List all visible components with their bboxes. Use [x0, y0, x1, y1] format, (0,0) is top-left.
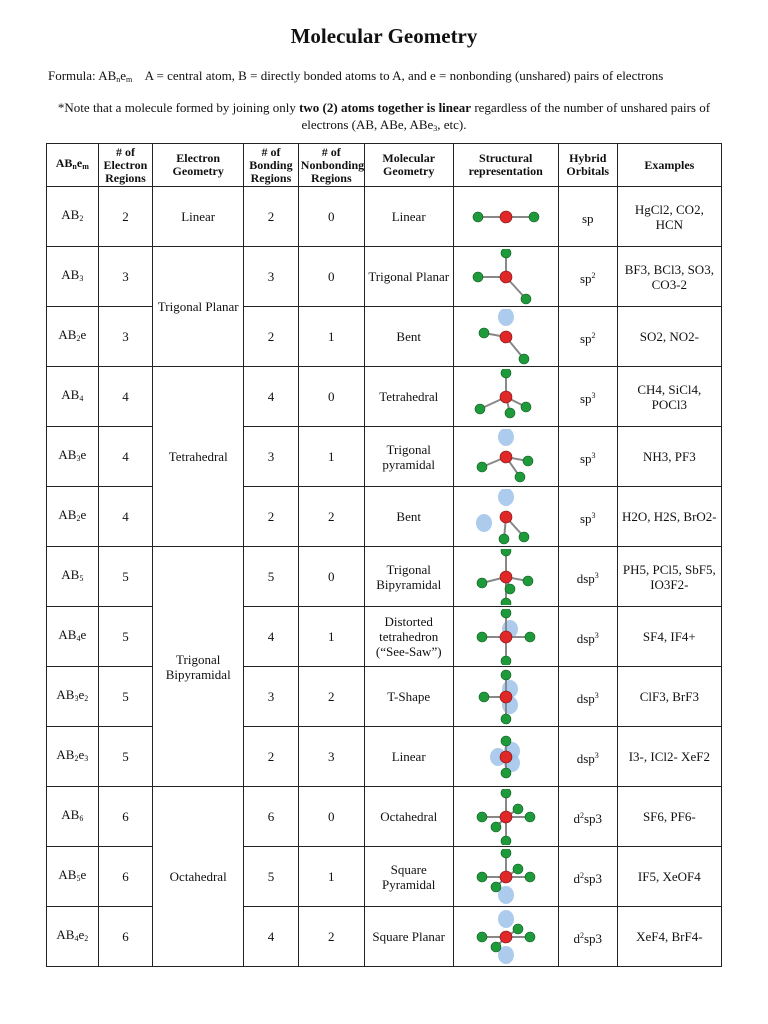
molecular-geometry-cell: Bent	[364, 487, 453, 547]
formula-cell: $AB_5$	[47, 547, 99, 607]
bonding-regions-cell: 4	[244, 907, 299, 967]
nonbonding-regions-cell: 2	[298, 487, 364, 547]
formula-cell: $AB_2e$	[47, 307, 99, 367]
formula-cell: $AB_3$	[47, 247, 99, 307]
bonding-regions-cell: 5	[244, 847, 299, 907]
examples-cell: XeF4, BrF4-	[617, 907, 721, 967]
bonded-atom	[491, 882, 501, 892]
electron-geometry-cell: Tetrahedral	[153, 367, 244, 547]
hybrid-cell: sp	[558, 187, 617, 247]
table-row	[47, 427, 722, 487]
molecule-structure-2	[466, 309, 546, 365]
table-row	[47, 787, 722, 847]
table-row	[47, 307, 722, 367]
bonding-regions-cell: 2	[244, 487, 299, 547]
bonded-atom	[529, 212, 539, 222]
table-row	[47, 727, 722, 787]
nonbonding-regions-cell: 1	[298, 307, 364, 367]
bonding-regions-cell: 4	[244, 607, 299, 667]
bonded-atom	[501, 849, 511, 858]
lone-pair	[498, 309, 514, 326]
table-row	[47, 367, 722, 427]
central-atom	[500, 331, 512, 343]
bonded-atom	[479, 692, 489, 702]
table-row	[47, 247, 722, 307]
molecular-geometry-cell: Bent	[364, 307, 453, 367]
molecular-geometry-cell: T-Shape	[364, 667, 453, 727]
bonding-regions-cell: 3	[244, 247, 299, 307]
formula-cell: $AB_3e_2$	[47, 667, 99, 727]
electron-regions-cell: 4	[98, 367, 153, 427]
table-row	[47, 667, 722, 727]
molecule-structure-12	[466, 909, 546, 965]
bonded-atom	[525, 812, 535, 822]
hybrid-cell: dsp$^3$	[558, 727, 617, 787]
examples-cell: PH5, PCl5, SbF5, IO3F2-	[617, 547, 721, 607]
bonded-atom	[521, 402, 531, 412]
bonding-regions-cell: 5	[244, 547, 299, 607]
bonded-atom	[477, 632, 487, 642]
molecular-geometry-cell: Square Planar	[364, 907, 453, 967]
molecule-structure-10	[466, 789, 546, 845]
bonding-regions-cell: 4	[244, 367, 299, 427]
electron-regions-cell: 2	[98, 187, 153, 247]
structural-cell	[453, 187, 558, 247]
structural-cell	[453, 487, 558, 547]
bonded-atom	[501, 789, 511, 798]
structural-cell	[453, 427, 558, 487]
formula-cell: $AB_4e$	[47, 607, 99, 667]
examples-cell: HgCl2, CO2, HCN	[617, 187, 721, 247]
central-atom	[500, 571, 512, 583]
central-atom	[500, 211, 512, 223]
formula-cell: $AB_4$	[47, 367, 99, 427]
bonding-regions-cell: 2	[244, 307, 299, 367]
structural-cell	[453, 907, 558, 967]
central-atom	[500, 271, 512, 283]
molecular-geometry-cell: Tetrahedral	[364, 367, 453, 427]
molecule-structure-6	[466, 549, 546, 605]
nonbonding-regions-cell: 1	[298, 847, 364, 907]
central-atom	[500, 691, 512, 703]
molecular-geometry-cell: Square Pyramidal	[364, 847, 453, 907]
hybrid-cell: $d^2sp3$	[558, 787, 617, 847]
bonded-atom	[501, 836, 511, 845]
electron-regions-cell: 3	[98, 307, 153, 367]
nonbonding-regions-cell: 1	[298, 427, 364, 487]
bonded-atom	[475, 404, 485, 414]
hybrid-cell: dsp$^3$	[558, 667, 617, 727]
electron-regions-cell: 5	[98, 727, 153, 787]
bonded-atom	[505, 584, 515, 594]
structural-cell	[453, 607, 558, 667]
header-bonding-regions: # of Bonding Regions	[244, 144, 299, 187]
bonded-atom	[473, 272, 483, 282]
bonded-atom	[513, 864, 523, 874]
bonded-atom	[477, 578, 487, 588]
bonded-atom	[505, 408, 515, 418]
bonded-atom	[501, 549, 511, 556]
central-atom	[500, 811, 512, 823]
bonded-atom	[491, 822, 501, 832]
examples-cell: H2O, H2S, BrO2-	[617, 487, 721, 547]
formula-cell: $AB_2$	[47, 187, 99, 247]
formula-cell: $AB_6$	[47, 787, 99, 847]
formula-cell: $AB_2e_3$	[47, 727, 99, 787]
bonded-atom	[525, 632, 535, 642]
formula-cell: $AB_4e_2$	[47, 907, 99, 967]
electron-regions-cell: 6	[98, 907, 153, 967]
molecule-structure-3	[466, 369, 546, 425]
molecular-geometry-cell: Linear	[364, 187, 453, 247]
formula-cell: $AB_2e$	[47, 487, 99, 547]
molecule-structure-9	[466, 729, 546, 785]
examples-cell: SF6, PF6-	[617, 787, 721, 847]
formula-cell: $AB_3e$	[47, 427, 99, 487]
bonded-atom	[501, 768, 511, 778]
hybrid-cell: dsp$^3$	[558, 547, 617, 607]
examples-cell: SO2, NO2-	[617, 307, 721, 367]
bonded-atom	[501, 714, 511, 724]
nonbonding-regions-cell: 1	[298, 607, 364, 667]
bonded-atom	[501, 598, 511, 605]
examples-cell: ClF3, BrF3	[617, 667, 721, 727]
hybrid-cell: $sp^3$	[558, 367, 617, 427]
examples-cell: NH3, PF3	[617, 427, 721, 487]
nonbonding-regions-cell: 0	[298, 787, 364, 847]
structural-cell	[453, 547, 558, 607]
molecule-structure-0	[466, 189, 546, 245]
bonded-atom	[525, 872, 535, 882]
bonded-atom	[513, 804, 523, 814]
nonbonding-regions-cell: 2	[298, 667, 364, 727]
header-structural: Structural representation	[453, 144, 558, 187]
lone-pair	[498, 429, 514, 446]
molecule-structure-11	[466, 849, 546, 905]
nonbonding-regions-cell: 0	[298, 187, 364, 247]
hybrid-cell: $d^2sp3$	[558, 847, 617, 907]
examples-cell: IF5, XeOF4	[617, 847, 721, 907]
central-atom	[500, 871, 512, 883]
electron-geometry-cell: Trigonal Planar	[153, 247, 244, 367]
nonbonding-regions-cell: 0	[298, 247, 364, 307]
bonded-atom	[519, 532, 529, 542]
electron-regions-cell: 4	[98, 487, 153, 547]
bonded-atom	[523, 576, 533, 586]
table-row	[47, 607, 722, 667]
bonded-atom	[519, 354, 529, 364]
nonbonding-regions-cell: 0	[298, 367, 364, 427]
central-atom	[500, 451, 512, 463]
electron-geometry-cell: Linear	[153, 187, 244, 247]
hybrid-cell: $sp^3$	[558, 427, 617, 487]
electron-regions-cell: 6	[98, 847, 153, 907]
molecular-geometry-cell: Distorted tetrahedron (“See-Saw”)	[364, 607, 453, 667]
bonding-regions-cell: 3	[244, 427, 299, 487]
bonded-atom	[501, 736, 511, 746]
bonded-atom	[513, 924, 523, 934]
molecule-structure-7	[466, 609, 546, 665]
bonding-regions-cell: 2	[244, 187, 299, 247]
structural-cell	[453, 247, 558, 307]
header-examples: Examples	[617, 144, 721, 187]
nonbonding-regions-cell: 3	[298, 727, 364, 787]
molecular-geometry-cell: Linear	[364, 727, 453, 787]
bonded-atom	[477, 932, 487, 942]
molecule-structure-4	[466, 429, 546, 485]
bonded-atom	[501, 670, 511, 680]
structural-cell	[453, 727, 558, 787]
structural-cell	[453, 847, 558, 907]
electron-geometry-cell: Trigonal Bipyramidal	[153, 547, 244, 787]
header-electron-regions: # of Electron Regions	[98, 144, 153, 187]
table-row	[47, 847, 722, 907]
electron-regions-cell: 3	[98, 247, 153, 307]
bonded-atom	[491, 942, 501, 952]
bonded-atom	[479, 328, 489, 338]
molecular-geometry-cell: Trigonal Planar	[364, 247, 453, 307]
bonded-atom	[477, 812, 487, 822]
header-nonbonding-regions: # of Nonbonding Regions	[298, 144, 364, 187]
bonded-atom	[501, 656, 511, 665]
molecular-geometry-cell: Trigonal pyramidal	[364, 427, 453, 487]
hybrid-cell: dsp$^3$	[558, 607, 617, 667]
formula-cell: $AB_5e$	[47, 847, 99, 907]
bonded-atom	[477, 462, 487, 472]
bonding-regions-cell: 2	[244, 727, 299, 787]
molecule-structure-5	[466, 489, 546, 545]
header-electron-geometry: Electron Geometry	[153, 144, 244, 187]
central-atom	[500, 631, 512, 643]
header-molecular-geometry: Molecular Geometry	[364, 144, 453, 187]
examples-cell: BF3, BCl3, SO3, CO3-2	[617, 247, 721, 307]
bonding-regions-cell: 3	[244, 667, 299, 727]
bonded-atom	[499, 534, 509, 544]
table-row	[47, 547, 722, 607]
hybrid-cell: $d^2sp3$	[558, 907, 617, 967]
formula-line: Formula: $AB_ne_m$ A = central atom, B = directly bonded atoms to A, and e = nonbonding (unshared) pairs of electrons	[48, 68, 664, 84]
bonded-atom	[473, 212, 483, 222]
electron-regions-cell: 6	[98, 787, 153, 847]
central-atom	[500, 931, 512, 943]
electron-regions-cell: 5	[98, 667, 153, 727]
examples-cell: I3-, ICl2- XeF2	[617, 727, 721, 787]
electron-regions-cell: 5	[98, 607, 153, 667]
molecular-geometry-cell: Octahedral	[364, 787, 453, 847]
central-atom	[500, 391, 512, 403]
examples-cell: SF4, IF4+	[617, 607, 721, 667]
electron-regions-cell: 5	[98, 547, 153, 607]
structural-cell	[453, 307, 558, 367]
bonding-regions-cell: 6	[244, 787, 299, 847]
header-row	[47, 144, 722, 187]
hybrid-cell: $sp^2$	[558, 247, 617, 307]
bonded-atom	[521, 294, 531, 304]
table-row	[47, 187, 722, 247]
structural-cell	[453, 667, 558, 727]
bonded-atom	[501, 249, 511, 258]
central-atom	[500, 751, 512, 763]
bonded-atom	[525, 932, 535, 942]
electron-geometry-cell: Octahedral	[153, 787, 244, 967]
electron-regions-cell: 4	[98, 427, 153, 487]
molecule-structure-8	[466, 669, 546, 725]
bonded-atom	[515, 472, 525, 482]
lone-pair	[498, 489, 514, 506]
nonbonding-regions-cell: 2	[298, 907, 364, 967]
molecule-structure-1	[466, 249, 546, 305]
nonbonding-regions-cell: 0	[298, 547, 364, 607]
table-row	[47, 907, 722, 967]
header-formula: $AB_ne_m$	[47, 144, 99, 187]
lone-pair	[498, 910, 514, 928]
structural-cell	[453, 787, 558, 847]
lone-pair	[476, 514, 492, 532]
hybrid-cell: $sp^3$	[558, 487, 617, 547]
bonded-atom	[477, 872, 487, 882]
linear-note: *Note that a molecule formed by joining only two (2) atoms together is linear regardless of the number of unshared pairs of electrons (AB, ABe, ABe$_3$, etc).	[57, 100, 711, 133]
table-row	[47, 487, 722, 547]
central-atom	[500, 511, 512, 523]
bonded-atom	[523, 456, 533, 466]
hybrid-cell: $sp^2$	[558, 307, 617, 367]
examples-cell: CH4, SiCl4, POCl3	[617, 367, 721, 427]
structural-cell	[453, 367, 558, 427]
bonded-atom	[501, 369, 511, 378]
header-hybrid: Hybrid Orbitals	[558, 144, 617, 187]
geometry-table	[46, 143, 722, 967]
page-title: Molecular Geometry	[290, 24, 478, 48]
bonded-atom	[501, 609, 511, 618]
molecular-geometry-cell: Trigonal Bipyramidal	[364, 547, 453, 607]
